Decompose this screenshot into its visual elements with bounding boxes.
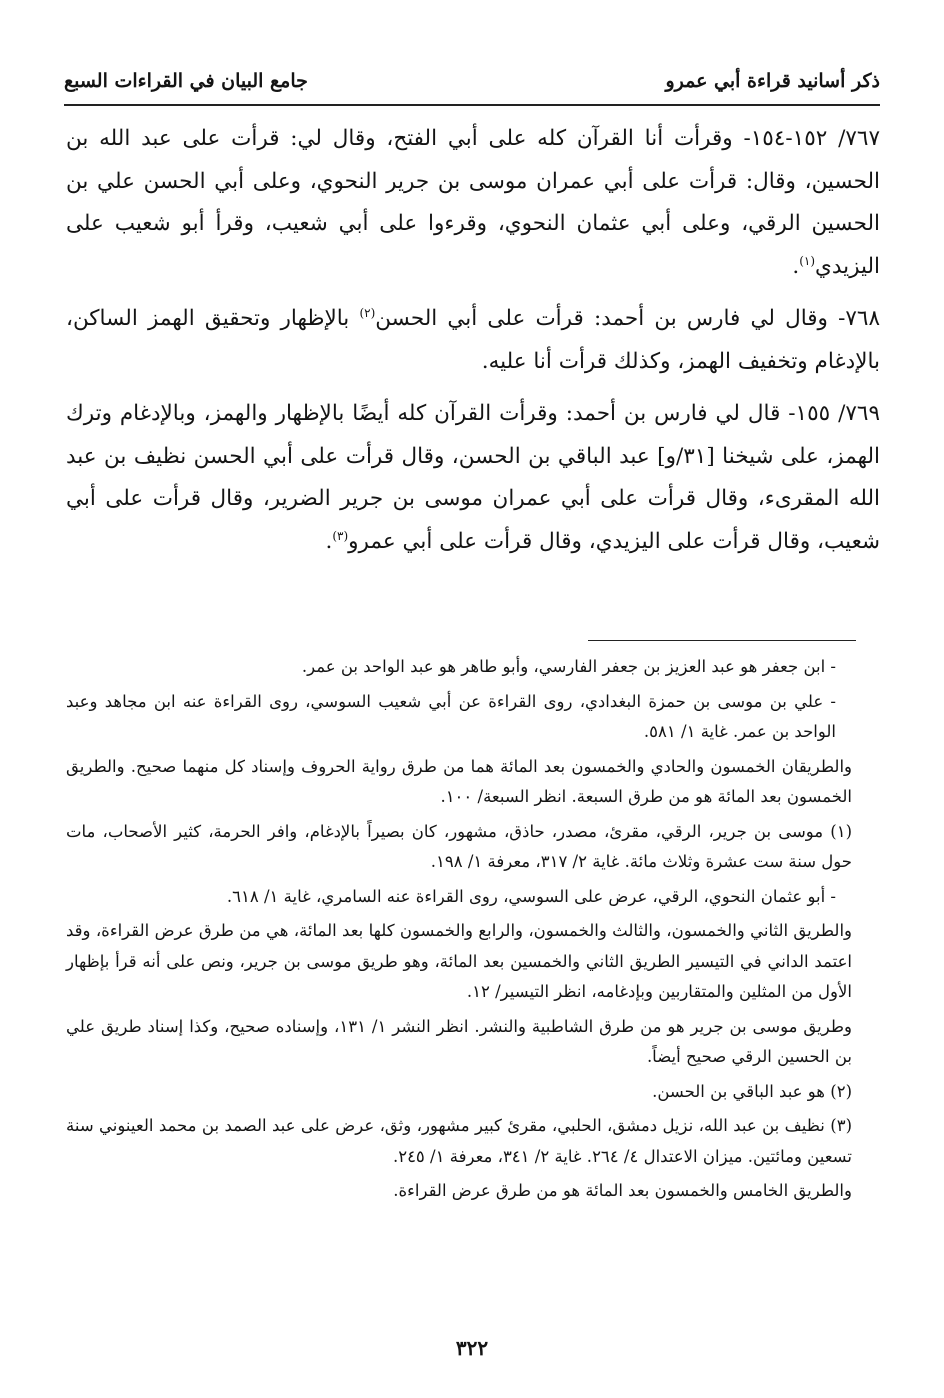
footnote: (٣) نظيف بن عبد الله، نزيل دمشق، الحلبي، مقرئ كبير مشهور، وثق، عرض على عبد الصمد بن محمد العينوني سنة تسعين ومائتين. ميزان الاعتدال ٤/ ٢٦٤. غاية ٢/ ٣٤١، معرفة ١/ ٢٤٥. xyxy=(66,1116,852,1166)
chapter-title: ذكر أسانيد قراءة أبي عمرو xyxy=(665,70,880,92)
footnote-divider xyxy=(588,640,856,641)
page-number: ٣٢٢ xyxy=(455,1336,489,1360)
footnote-ref-3: (٣) xyxy=(332,528,349,543)
book-title: جامع البيان في القراءات السبع xyxy=(64,70,308,92)
footnote: - علي بن موسى بن حمزة البغدادي، روى القراءة عن أبي شعيب السوسي، روى القراءة عنه ابن مجاهد وعبد الواحد بن عمر. غاية ١/ ٥٨١. xyxy=(66,691,836,741)
footnote: (٢) هو عبد الباقي بن الحسن. xyxy=(652,1081,852,1101)
footnotes xyxy=(66,652,852,1211)
footnote: (١) موسى بن جرير، الرقي، مقرئ، مصدر، حاذق، مشهور، كان بصيراً بالإدغام، وافر الحرمة، كثير الأصحاب، مات حول سنة ست عشرة وثلاث مائة. غاية ٢/ ٣١٧، معرفة ١/ ١٩٨. xyxy=(66,821,852,871)
paragraph-769: ٧٦٩/ ١٥٥- قال لي فارس بن أحمد: وقرأت القرآن كله أيضًا بالإظهار والهمز، وبالإدغام وترك الهمز، على شيخنا [٣١/و] عبد الباقي بن الحسن، وقال قرأت على أبي الحسن نظيف بن عبد الله المقرىء، وقال قرأت على أبي عمران موسى بن جرير الضرير، وقال قرأت على أبي شعيب، وقال قرأت على اليزيدي، وقال قرأت على أبي عمرو$^{(٣)}$. xyxy=(66,401,881,554)
footnote: وطريق موسى بن جرير هو من طرق الشاطبية والنشر. انظر النشر ١/ ١٣١، وإسناده صحيح، وكذا إسناد طريق علي بن الحسين الرقي صحيح أيضاً. xyxy=(66,1016,852,1066)
paragraph-767: ٧٦٧/ ١٥٢-١٥٤- وقرأت أنا القرآن كله على أبي الفتح، وقال لي: قرأت على عبد الله بن الحسين، وقال: قرأت على أبي عمران موسى بن جرير النحوي، وعلى أبي الحسن علي بن الحسين الرقي، وعلى أبي عثمان النحوي، وقرءوا على أبي شعيب، وقرأ أبو شعيب على اليزيدي$^{(١)}$. xyxy=(66,126,880,279)
footnote: - أبو عثمان النحوي، الرقي، عرض على السوسي، روى القراءة عنه السامري، غاية ١/ ٦١٨. xyxy=(226,886,836,906)
footnote: والطريق الخامس والخمسون بعد المائة هو من طرق عرض القراءة. xyxy=(393,1181,852,1200)
header-divider xyxy=(64,104,880,106)
footnote-ref-1: (١) xyxy=(799,253,816,268)
running-header xyxy=(64,70,880,102)
footnote-ref-2: (٢) xyxy=(359,305,376,320)
footnote: والطريق الثاني والخمسون، والثالث والخمسون، والرابع والخمسون كلها بعد المائة، هي من طرق عرض القراءة، وقد اعتمد الداني في التيسير الطريق الثاني والخمسين بعد المائة، وهو طريق موسى بن جرير، ونص على أنه قرأ بإظهار الأول من المثلين والمتقاربين وبإدغامه، انظر التيسير/ ١٢. xyxy=(66,921,852,1001)
main-text xyxy=(66,118,880,573)
footnote: - ابن جعفر هو عبد العزيز بن جعفر الفارسي، وأبو طاهر هو عبد الواحد بن عمر. xyxy=(301,657,836,676)
paragraph-768: ٧٦٨- وقال لي فارس بن أحمد: قرأت على أبي الحسن$^{(٢)}$ بالإظهار وتحقيق الهمز الساكن، بالإدغام وتخفيف الهمز، وكذلك قرأت أنا عليه. xyxy=(66,305,880,374)
footnote: والطريقان الخمسون والحادي والخمسون بعد المائة هما من طرق رواية الحروف وإسناد كل منهما صحيح. والطريق الخمسون بعد المائة هو من طرق السبعة. انظر السبعة/ ١٠٠. xyxy=(66,756,852,806)
